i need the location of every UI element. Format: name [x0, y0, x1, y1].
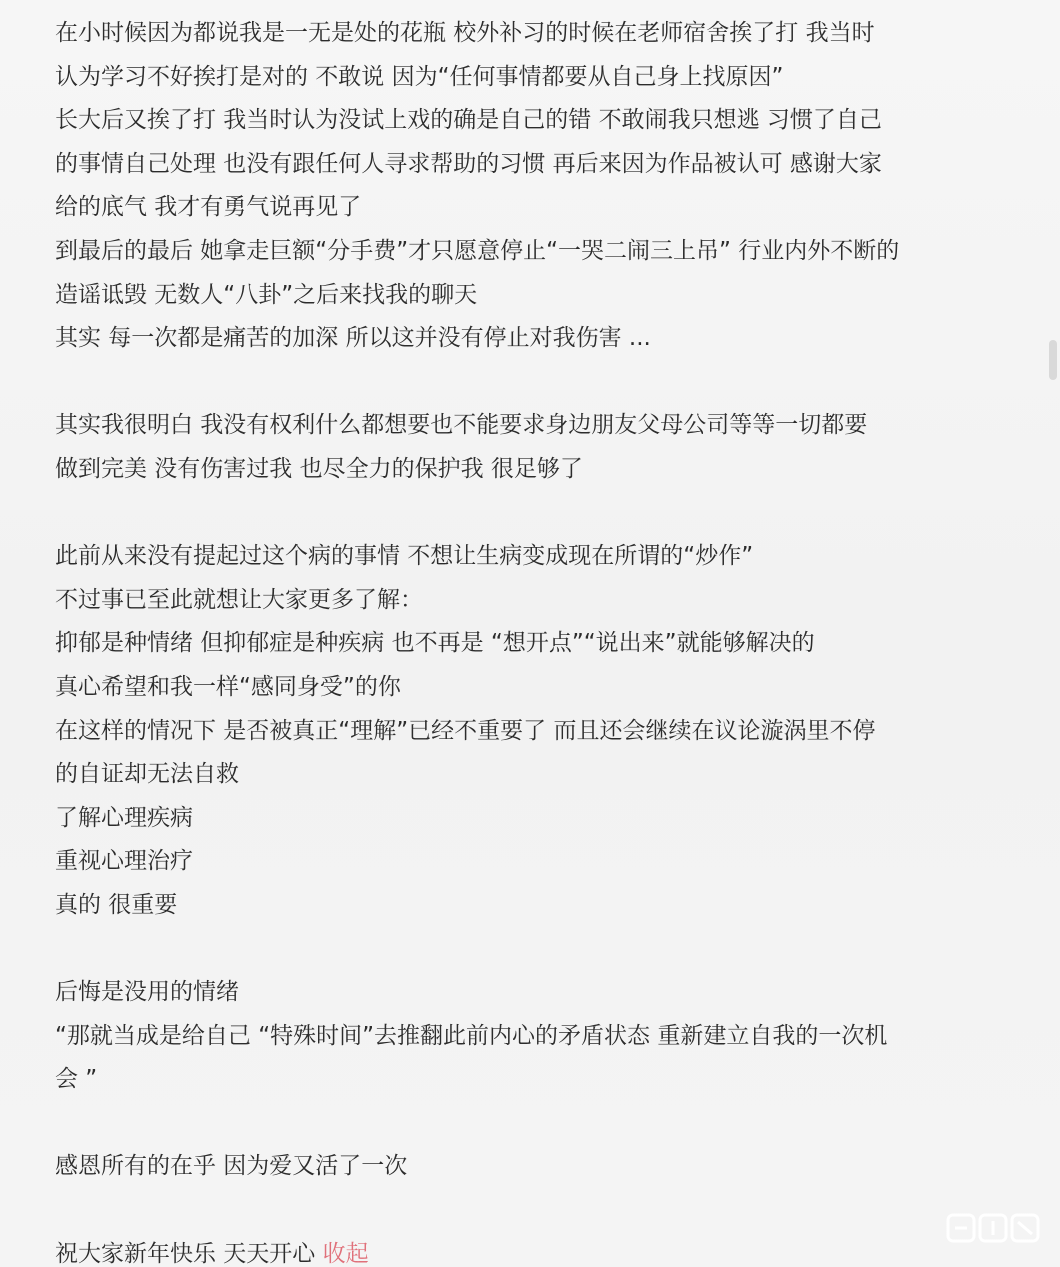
post-line: 不过事已至此就想让大家更多了解：: [55, 586, 423, 613]
post-line: 认为学习不好挨打是对的 不敢说 因为“任何事情都要从自己身上找原因”: [55, 63, 784, 90]
post-line: 抑郁是种情绪 但抑郁症是种疾病 也不再是 “想开点”“说出来”就能够解决的: [55, 630, 815, 657]
paragraph-4: [55, 971, 1040, 1102]
post-line: 其实 每一次都是痛苦的加深 所以这并没有停止对我伤害 ...: [55, 325, 651, 352]
closing-line: [55, 1233, 1040, 1267]
post-line: 此前从来没有提起过这个病的事情 不想让生病变成现在所谓的“炒作”: [55, 543, 754, 570]
paragraph-1: [55, 12, 1040, 361]
post-line: 会 ”: [55, 1066, 98, 1093]
scrollbar-thumb[interactable]: [1049, 340, 1057, 380]
post-line: 做到完美 没有伤害过我 也尽全力的保护我 很足够了: [55, 455, 583, 482]
post-line: 的自证却无法自救: [55, 761, 239, 788]
paragraph-gap: [55, 1102, 1040, 1146]
post-line: “那就当成是给自己 “特殊时间”去推翻此前内心的矛盾状态 重新建立自我的一次机: [55, 1022, 888, 1049]
post-line: 在小时候因为都说我是一无是处的花瓶 校外补习的时候在老师宿舍挨了打 我当时: [55, 20, 875, 46]
watermark-logo-icon: [940, 1205, 1044, 1251]
post-line: 真心希望和我一样“感同身受”的你: [55, 673, 401, 700]
post-line: 重视心理治疗: [55, 848, 193, 875]
closing-text: 祝大家新年快乐 天天开心: [55, 1240, 323, 1267]
paragraph-3: [55, 535, 1040, 927]
paragraph-2: [55, 404, 1040, 491]
post-line: 在这样的情况下 是否被真正“理解”已经不重要了 而且还会继续在议论漩涡里不停: [55, 717, 876, 744]
paragraph-gap: [55, 1189, 1040, 1233]
paragraph-gap: [55, 361, 1040, 405]
post-line: 其实我很明白 我没有权利什么都想要也不能要求身边朋友父母公司等等一切都要: [55, 412, 868, 439]
paragraph-gap: [55, 927, 1040, 971]
paragraph-5: [55, 1145, 1040, 1189]
post-line: 了解心理疾病: [55, 804, 193, 831]
post-line: 长大后又挨了打 我当时认为没试上戏的确是自己的错 不敢闹我只想逃 习惯了自己: [55, 107, 882, 134]
collapse-link[interactable]: 收起: [322, 1240, 369, 1267]
post-line: 真的 很重要: [55, 891, 178, 918]
post-line: 后悔是没用的情绪: [55, 979, 239, 1006]
post-body: [55, 12, 1040, 1267]
post-line: 到最后的最后 她拿走巨额“分手费”才只愿意停止“一哭二闹三上吊” 行业内外不断的: [55, 237, 900, 264]
post-line: 造谣诋毁 无数人“八卦”之后来找我的聊天: [55, 281, 478, 308]
post-line: 的事情自己处理 也没有跟任何人寻求帮助的习惯 再后来因为作品被认可 感谢大家: [55, 150, 882, 177]
post-line: 感恩所有的在乎 因为爱又活了一次: [55, 1153, 408, 1180]
post-line: 给的底气 我才有勇气说再见了: [55, 194, 362, 221]
paragraph-gap: [55, 492, 1040, 536]
